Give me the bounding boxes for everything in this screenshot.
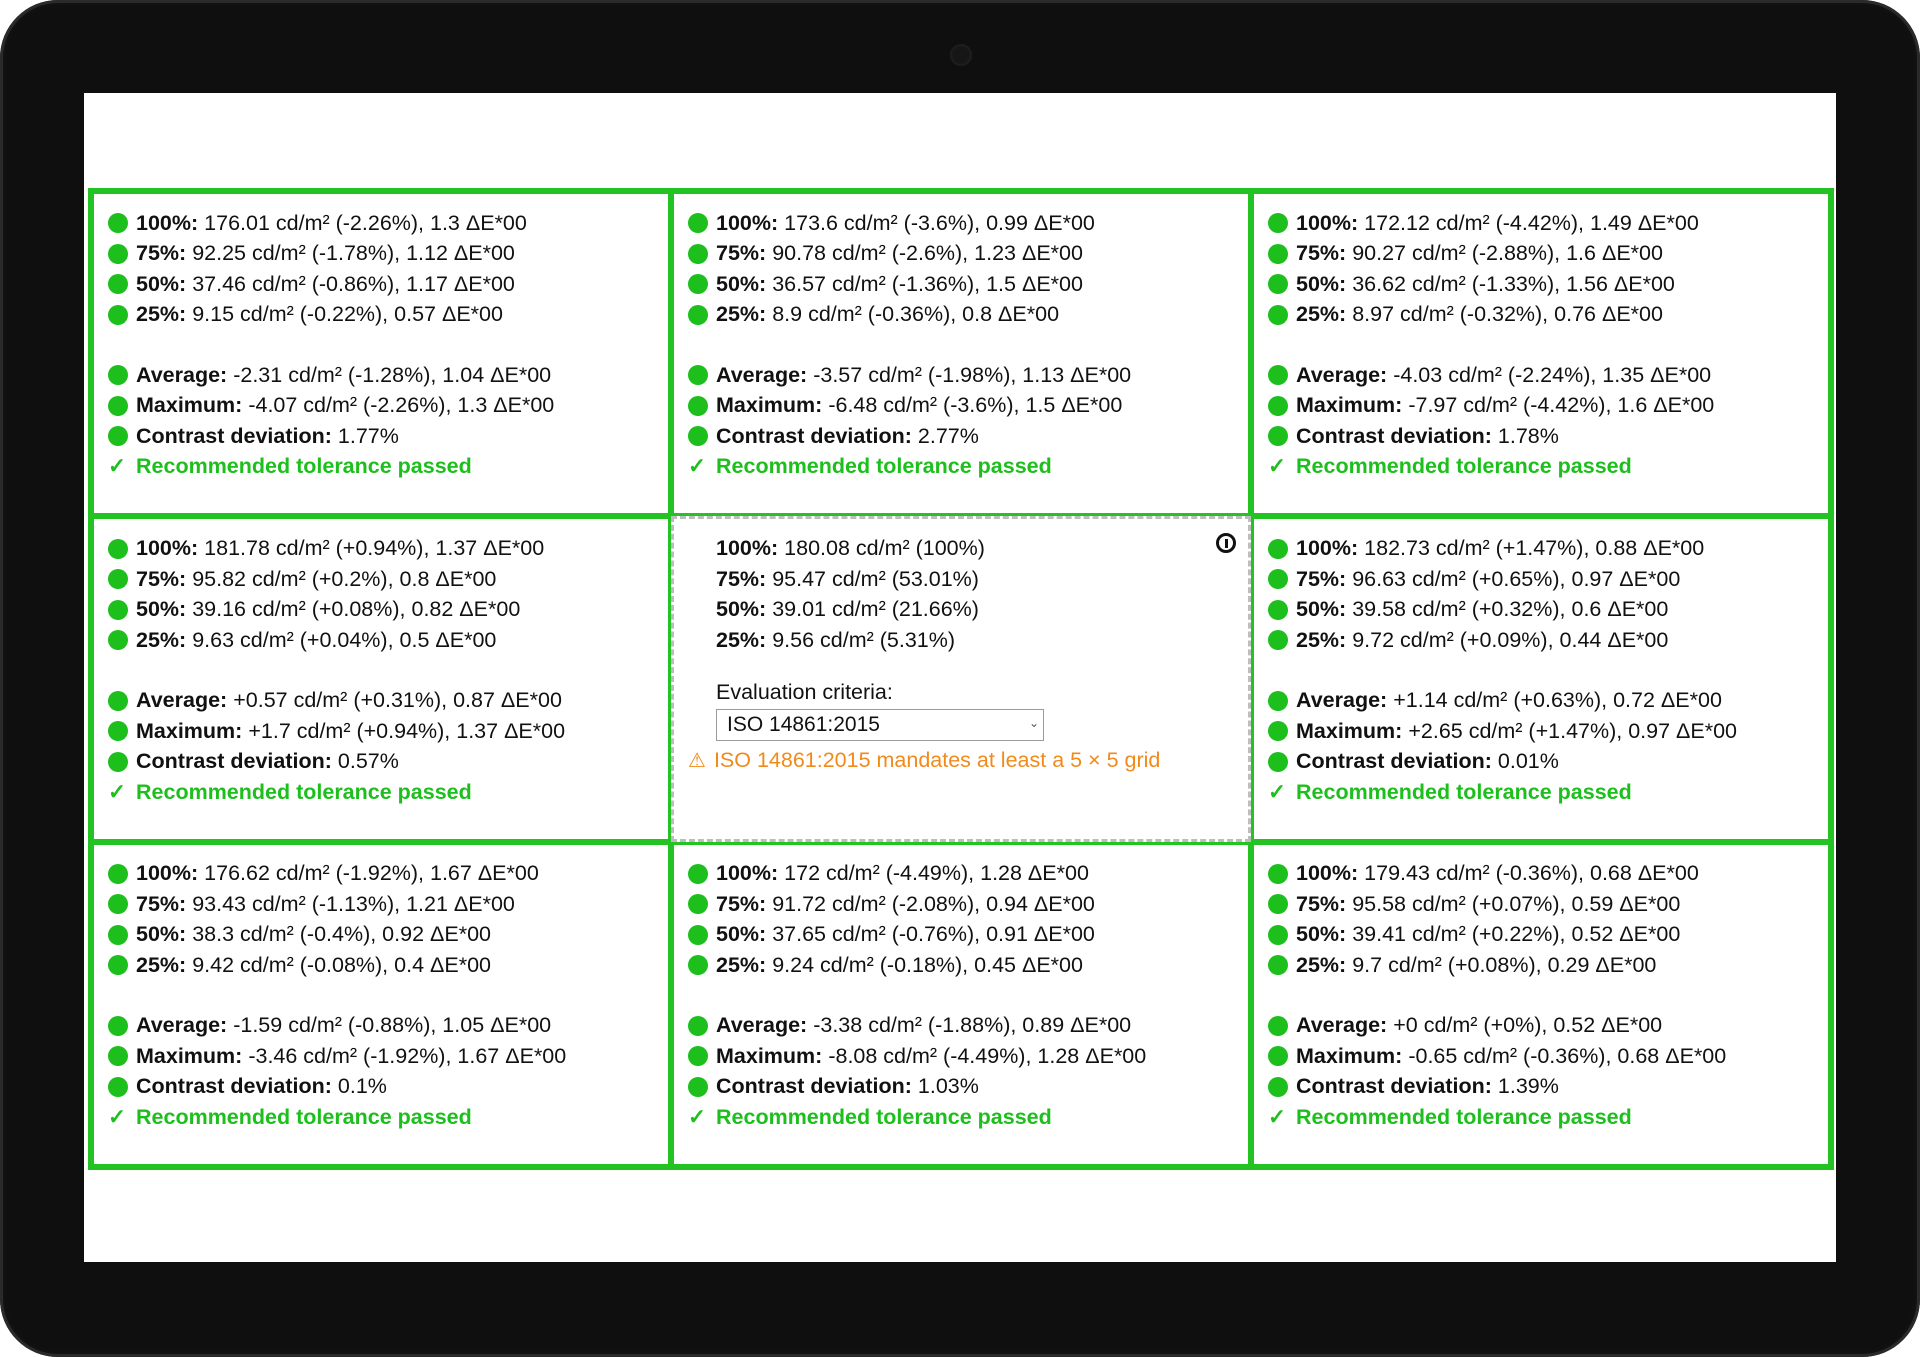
status-dot-icon <box>1268 752 1288 772</box>
status-dot-icon <box>1268 925 1288 945</box>
status-dot-icon <box>1268 721 1288 741</box>
status-dot-icon <box>1268 274 1288 294</box>
grid-cell <box>1251 842 1831 1167</box>
contrast-row <box>688 421 1234 452</box>
level-value: 8.9 cd/m² (-0.36%), 0.8 ΔE*00 <box>772 302 1060 327</box>
status-dot-icon <box>688 213 708 233</box>
maximum-row <box>1268 716 1814 747</box>
ref-level-value: 39.01 cd/m² (21.66%) <box>772 597 979 622</box>
status-dot-icon <box>1268 691 1288 711</box>
status-dot-icon <box>108 721 128 741</box>
reference-cell <box>671 516 1251 841</box>
level-label: 25%: <box>1296 302 1347 327</box>
level-value: 93.43 cd/m² (-1.13%), 1.21 ΔE*00 <box>192 891 515 916</box>
level-75-row <box>1268 239 1814 270</box>
level-label: 50%: <box>1296 922 1347 947</box>
maximum-value: -0.65 cd/m² (-0.36%), 0.68 ΔE*00 <box>1408 1043 1727 1068</box>
status-dot-icon <box>108 1046 128 1066</box>
average-row <box>1268 360 1814 391</box>
ref-level-label: 25%: <box>716 627 767 652</box>
level-label: 50%: <box>1296 597 1347 622</box>
status-row <box>108 777 654 808</box>
level-25-row <box>1268 625 1814 656</box>
ref-level-75-row <box>716 564 1234 595</box>
contrast-value: 0.01% <box>1497 749 1559 774</box>
status-dot-icon <box>688 864 708 884</box>
status-row <box>688 1102 1234 1133</box>
level-label: 50%: <box>716 271 767 296</box>
contrast-value: 0.1% <box>337 1074 387 1099</box>
level-25-row <box>1268 300 1814 331</box>
status-dot-icon <box>108 955 128 975</box>
status-dot-icon <box>1268 244 1288 264</box>
status-dot-icon <box>108 396 128 416</box>
maximum-label: Maximum: <box>716 393 823 418</box>
status-dot-icon <box>688 274 708 294</box>
level-value: 9.15 cd/m² (-0.22%), 0.57 ΔE*00 <box>192 302 503 327</box>
level-25-row <box>108 300 654 331</box>
status-dot-icon <box>1268 426 1288 446</box>
grid-cell <box>671 842 1251 1167</box>
level-75-row <box>108 564 654 595</box>
status-dot-icon <box>1268 569 1288 589</box>
average-label: Average: <box>136 688 228 713</box>
status-text: Recommended tolerance passed <box>136 779 472 804</box>
status-dot-icon <box>108 752 128 772</box>
contrast-label: Contrast deviation: <box>1296 1074 1492 1099</box>
ref-level-value: 180.08 cd/m² (100%) <box>784 536 985 561</box>
status-dot-icon <box>1268 630 1288 650</box>
contrast-row <box>1268 746 1814 777</box>
level-label: 100%: <box>136 536 199 561</box>
level-25-row <box>688 950 1234 981</box>
level-label: 100%: <box>1296 536 1359 561</box>
level-label: 50%: <box>716 922 767 947</box>
contrast-value: 2.77% <box>917 423 979 448</box>
contrast-row <box>1268 1072 1814 1103</box>
level-value: 36.57 cd/m² (-1.36%), 1.5 ΔE*00 <box>772 271 1083 296</box>
status-dot-icon <box>1268 396 1288 416</box>
maximum-value: -6.48 cd/m² (-3.6%), 1.5 ΔE*00 <box>828 393 1123 418</box>
average-value: +0 cd/m² (+0%), 0.52 ΔE*00 <box>1393 1013 1663 1038</box>
level-value: 9.63 cd/m² (+0.04%), 0.5 ΔE*00 <box>192 627 497 652</box>
level-value: 176.62 cd/m² (-1.92%), 1.67 ΔE*00 <box>204 861 539 886</box>
status-dot-icon <box>108 569 128 589</box>
level-25-row <box>1268 950 1814 981</box>
ref-level-50-row <box>716 594 1234 625</box>
criteria-warning <box>688 745 1234 775</box>
status-dot-icon <box>1268 894 1288 914</box>
check-icon: ✓ <box>688 454 707 479</box>
status-dot-icon <box>108 305 128 325</box>
maximum-value: -7.97 cd/m² (-4.42%), 1.6 ΔE*00 <box>1408 393 1715 418</box>
contrast-row <box>108 746 654 777</box>
level-value: 91.72 cd/m² (-2.08%), 0.94 ΔE*00 <box>772 891 1095 916</box>
ref-level-label: 50%: <box>716 597 767 622</box>
average-label: Average: <box>1296 362 1388 387</box>
maximum-label: Maximum: <box>1296 1043 1403 1068</box>
level-label: 50%: <box>136 922 187 947</box>
maximum-label: Maximum: <box>1296 718 1403 743</box>
level-label: 100%: <box>136 861 199 886</box>
level-50-row <box>1268 920 1814 951</box>
average-row <box>108 1011 654 1042</box>
camera-icon <box>950 44 972 66</box>
check-icon: ✓ <box>108 779 127 804</box>
average-value: -2.31 cd/m² (-1.28%), 1.04 ΔE*00 <box>233 362 552 387</box>
status-dot-icon <box>108 630 128 650</box>
status-row <box>108 452 654 483</box>
contrast-value: 1.39% <box>1497 1074 1559 1099</box>
level-25-row <box>688 300 1234 331</box>
status-dot-icon <box>108 1077 128 1097</box>
level-75-row <box>688 239 1234 270</box>
level-label: 25%: <box>716 302 767 327</box>
status-dot-icon <box>108 426 128 446</box>
level-100-row <box>108 859 654 890</box>
status-dot-icon <box>688 894 708 914</box>
level-100-row <box>108 208 654 239</box>
status-dot-icon <box>688 365 708 385</box>
level-value: 9.72 cd/m² (+0.09%), 0.44 ΔE*00 <box>1352 627 1669 652</box>
average-label: Average: <box>1296 1013 1388 1038</box>
contrast-value: 1.77% <box>337 423 399 448</box>
level-value: 95.82 cd/m² (+0.2%), 0.8 ΔE*00 <box>192 566 497 591</box>
level-100-row <box>1268 533 1814 564</box>
contrast-label: Contrast deviation: <box>716 1074 912 1099</box>
status-dot-icon <box>1268 1077 1288 1097</box>
average-row <box>688 1011 1234 1042</box>
status-dot-icon <box>108 894 128 914</box>
average-value: -4.03 cd/m² (-2.24%), 1.35 ΔE*00 <box>1393 362 1712 387</box>
status-dot-icon <box>108 600 128 620</box>
level-label: 75%: <box>716 891 767 916</box>
status-row <box>688 452 1234 483</box>
average-value: +0.57 cd/m² (+0.31%), 0.87 ΔE*00 <box>233 688 562 713</box>
chevron-down-icon: ⌄ <box>1028 716 1039 731</box>
level-75-row <box>108 889 654 920</box>
level-label: 100%: <box>1296 861 1359 886</box>
level-label: 50%: <box>136 271 187 296</box>
level-label: 75%: <box>136 241 187 266</box>
status-dot-icon <box>108 864 128 884</box>
grid-cell <box>91 842 671 1167</box>
level-50-row <box>108 920 654 951</box>
level-label: 75%: <box>136 891 187 916</box>
level-label: 100%: <box>716 210 779 235</box>
contrast-value: 0.57% <box>337 749 399 774</box>
level-75-row <box>1268 564 1814 595</box>
average-label: Average: <box>136 362 228 387</box>
warning-icon: ⚠ <box>688 749 706 772</box>
average-value: -3.57 cd/m² (-1.98%), 1.13 ΔE*00 <box>813 362 1132 387</box>
maximum-value: +1.7 cd/m² (+0.94%), 1.37 ΔE*00 <box>248 718 566 743</box>
maximum-row <box>1268 391 1814 422</box>
ref-level-label: 75%: <box>716 566 767 591</box>
maximum-row <box>108 1041 654 1072</box>
maximum-value: -4.07 cd/m² (-2.26%), 1.3 ΔE*00 <box>248 393 555 418</box>
status-dot-icon <box>1268 864 1288 884</box>
level-value: 179.43 cd/m² (-0.36%), 0.68 ΔE*00 <box>1364 861 1699 886</box>
status-text: Recommended tolerance passed <box>136 1104 472 1129</box>
status-dot-icon <box>108 244 128 264</box>
status-row <box>1268 1102 1814 1133</box>
maximum-value: -8.08 cd/m² (-4.49%), 1.28 ΔE*00 <box>828 1043 1147 1068</box>
level-value: 37.65 cd/m² (-0.76%), 0.91 ΔE*00 <box>772 922 1095 947</box>
level-50-row <box>108 269 654 300</box>
status-dot-icon <box>1268 1016 1288 1036</box>
level-25-row <box>108 625 654 656</box>
warning-text: ISO 14861:2015 mandates at least a 5 × 5 grid <box>713 747 1161 772</box>
maximum-label: Maximum: <box>136 393 243 418</box>
level-value: 95.58 cd/m² (+0.07%), 0.59 ΔE*00 <box>1352 891 1681 916</box>
contrast-label: Contrast deviation: <box>1296 423 1492 448</box>
level-value: 38.3 cd/m² (-0.4%), 0.92 ΔE*00 <box>192 922 491 947</box>
status-dot-icon <box>1268 305 1288 325</box>
level-label: 50%: <box>136 597 187 622</box>
level-25-row <box>108 950 654 981</box>
average-label: Average: <box>1296 688 1388 713</box>
grid-cell <box>1251 516 1831 841</box>
level-label: 75%: <box>1296 241 1347 266</box>
ref-level-value: 95.47 cd/m² (53.01%) <box>772 566 979 591</box>
status-text: Recommended tolerance passed <box>136 454 472 479</box>
status-text: Recommended tolerance passed <box>1296 454 1632 479</box>
status-dot-icon <box>108 539 128 559</box>
status-dot-icon <box>1268 365 1288 385</box>
status-dot-icon <box>108 691 128 711</box>
maximum-row <box>688 391 1234 422</box>
level-value: 90.27 cd/m² (-2.88%), 1.6 ΔE*00 <box>1352 241 1663 266</box>
status-dot-icon <box>688 426 708 446</box>
level-100-row <box>1268 859 1814 890</box>
level-value: 172.12 cd/m² (-4.42%), 1.49 ΔE*00 <box>1364 210 1699 235</box>
level-label: 100%: <box>1296 210 1359 235</box>
level-value: 36.62 cd/m² (-1.33%), 1.56 ΔE*00 <box>1352 271 1675 296</box>
average-value: -1.59 cd/m² (-0.88%), 1.05 ΔE*00 <box>233 1013 552 1038</box>
level-value: 8.97 cd/m² (-0.32%), 0.76 ΔE*00 <box>1352 302 1663 327</box>
criteria-select[interactable] <box>716 709 1044 741</box>
status-dot-icon <box>688 955 708 975</box>
level-value: 37.46 cd/m² (-0.86%), 1.17 ΔE*00 <box>192 271 515 296</box>
average-row <box>108 360 654 391</box>
level-label: 25%: <box>1296 952 1347 977</box>
level-label: 75%: <box>716 241 767 266</box>
criteria-label: Evaluation criteria: <box>716 679 893 704</box>
level-label: 25%: <box>136 627 187 652</box>
criteria-value: ISO 14861:2015 <box>727 713 880 737</box>
maximum-label: Maximum: <box>716 1043 823 1068</box>
status-text: Recommended tolerance passed <box>716 454 1052 479</box>
contrast-label: Contrast deviation: <box>136 423 332 448</box>
level-label: 100%: <box>136 210 199 235</box>
level-value: 9.42 cd/m² (-0.08%), 0.4 ΔE*00 <box>192 952 491 977</box>
contrast-value: 1.78% <box>1497 423 1559 448</box>
ref-level-100-row <box>716 533 1234 564</box>
level-value: 90.78 cd/m² (-2.6%), 1.23 ΔE*00 <box>772 241 1083 266</box>
contrast-row <box>108 421 654 452</box>
check-icon: ✓ <box>1268 779 1287 804</box>
level-100-row <box>108 533 654 564</box>
status-dot-icon <box>1268 600 1288 620</box>
maximum-value: +2.65 cd/m² (+1.47%), 0.97 ΔE*00 <box>1408 718 1738 743</box>
level-100-row <box>688 859 1234 890</box>
check-icon: ✓ <box>1268 454 1287 479</box>
grid-cell <box>671 191 1251 516</box>
level-value: 96.63 cd/m² (+0.65%), 0.97 ΔE*00 <box>1352 566 1681 591</box>
level-50-row <box>1268 594 1814 625</box>
maximum-row <box>108 716 654 747</box>
level-value: 39.16 cd/m² (+0.08%), 0.82 ΔE*00 <box>192 597 521 622</box>
level-value: 176.01 cd/m² (-2.26%), 1.3 ΔE*00 <box>204 210 527 235</box>
contrast-label: Contrast deviation: <box>136 1074 332 1099</box>
ref-level-25-row <box>716 625 1234 656</box>
level-value: 9.24 cd/m² (-0.18%), 0.45 ΔE*00 <box>772 952 1083 977</box>
maximum-row <box>1268 1041 1814 1072</box>
status-dot-icon <box>1268 539 1288 559</box>
level-value: 172 cd/m² (-4.49%), 1.28 ΔE*00 <box>784 861 1089 886</box>
level-75-row <box>688 889 1234 920</box>
average-value: -3.38 cd/m² (-1.88%), 0.89 ΔE*00 <box>813 1013 1132 1038</box>
status-text: Recommended tolerance passed <box>1296 1104 1632 1129</box>
ref-level-label: 100%: <box>716 536 779 561</box>
check-icon: ✓ <box>1268 1104 1287 1129</box>
status-dot-icon <box>1268 1046 1288 1066</box>
maximum-label: Maximum: <box>136 718 243 743</box>
status-dot-icon <box>108 925 128 945</box>
level-value: 9.7 cd/m² (+0.08%), 0.29 ΔE*00 <box>1352 952 1657 977</box>
level-value: 182.73 cd/m² (+1.47%), 0.88 ΔE*00 <box>1364 536 1705 561</box>
maximum-row <box>688 1041 1234 1072</box>
status-row <box>108 1102 654 1133</box>
level-label: 100%: <box>716 861 779 886</box>
status-dot-icon <box>688 925 708 945</box>
check-icon: ✓ <box>108 1104 127 1129</box>
maximum-value: -3.46 cd/m² (-1.92%), 1.67 ΔE*00 <box>248 1043 567 1068</box>
grid-cell <box>91 191 671 516</box>
status-dot-icon <box>108 213 128 233</box>
contrast-row <box>1268 421 1814 452</box>
check-icon: ✓ <box>688 1104 707 1129</box>
level-label: 25%: <box>716 952 767 977</box>
status-dot-icon <box>688 244 708 264</box>
level-label: 75%: <box>1296 891 1347 916</box>
maximum-label: Maximum: <box>1296 393 1403 418</box>
average-label: Average: <box>716 1013 808 1038</box>
contrast-label: Contrast deviation: <box>1296 749 1492 774</box>
average-row <box>1268 1011 1814 1042</box>
status-dot-icon <box>688 1016 708 1036</box>
screen <box>84 93 1836 1262</box>
average-label: Average: <box>136 1013 228 1038</box>
status-dot-icon <box>688 1077 708 1097</box>
level-75-row <box>108 239 654 270</box>
level-50-row <box>688 920 1234 951</box>
status-dot-icon <box>108 365 128 385</box>
status-dot-icon <box>1268 213 1288 233</box>
uniformity-grid <box>88 188 1834 1170</box>
status-text: Recommended tolerance passed <box>1296 779 1632 804</box>
level-100-row <box>688 208 1234 239</box>
maximum-row <box>108 391 654 422</box>
level-value: 39.58 cd/m² (+0.32%), 0.6 ΔE*00 <box>1352 597 1669 622</box>
level-value: 92.25 cd/m² (-1.78%), 1.12 ΔE*00 <box>192 241 515 266</box>
ref-level-value: 9.56 cd/m² (5.31%) <box>772 627 956 652</box>
average-row <box>108 685 654 716</box>
average-value: +1.14 cd/m² (+0.63%), 0.72 ΔE*00 <box>1393 688 1722 713</box>
level-label: 25%: <box>136 302 187 327</box>
level-label: 75%: <box>136 566 187 591</box>
grid-cell <box>91 516 671 841</box>
contrast-row <box>108 1072 654 1103</box>
level-75-row <box>1268 889 1814 920</box>
level-value: 39.41 cd/m² (+0.22%), 0.52 ΔE*00 <box>1352 922 1681 947</box>
status-dot-icon <box>688 1046 708 1066</box>
check-icon: ✓ <box>108 454 127 479</box>
average-row <box>1268 685 1814 716</box>
average-row <box>688 360 1234 391</box>
level-label: 25%: <box>1296 627 1347 652</box>
contrast-label: Contrast deviation: <box>136 749 332 774</box>
contrast-row <box>688 1072 1234 1103</box>
contrast-label: Contrast deviation: <box>716 423 912 448</box>
level-label: 75%: <box>1296 566 1347 591</box>
status-row <box>1268 452 1814 483</box>
level-50-row <box>688 269 1234 300</box>
maximum-label: Maximum: <box>136 1043 243 1068</box>
average-label: Average: <box>716 362 808 387</box>
level-value: 173.6 cd/m² (-3.6%), 0.99 ΔE*00 <box>784 210 1095 235</box>
status-row <box>1268 777 1814 808</box>
level-label: 25%: <box>136 952 187 977</box>
status-dot-icon <box>688 396 708 416</box>
status-dot-icon <box>1268 955 1288 975</box>
level-value: 181.78 cd/m² (+0.94%), 1.37 ΔE*00 <box>204 536 545 561</box>
contrast-value: 1.03% <box>917 1074 979 1099</box>
level-100-row <box>1268 208 1814 239</box>
grid-cell <box>1251 191 1831 516</box>
status-dot-icon <box>108 274 128 294</box>
level-50-row <box>108 594 654 625</box>
level-50-row <box>1268 269 1814 300</box>
status-text: Recommended tolerance passed <box>716 1104 1052 1129</box>
level-label: 50%: <box>1296 271 1347 296</box>
status-dot-icon <box>108 1016 128 1036</box>
status-dot-icon <box>688 305 708 325</box>
